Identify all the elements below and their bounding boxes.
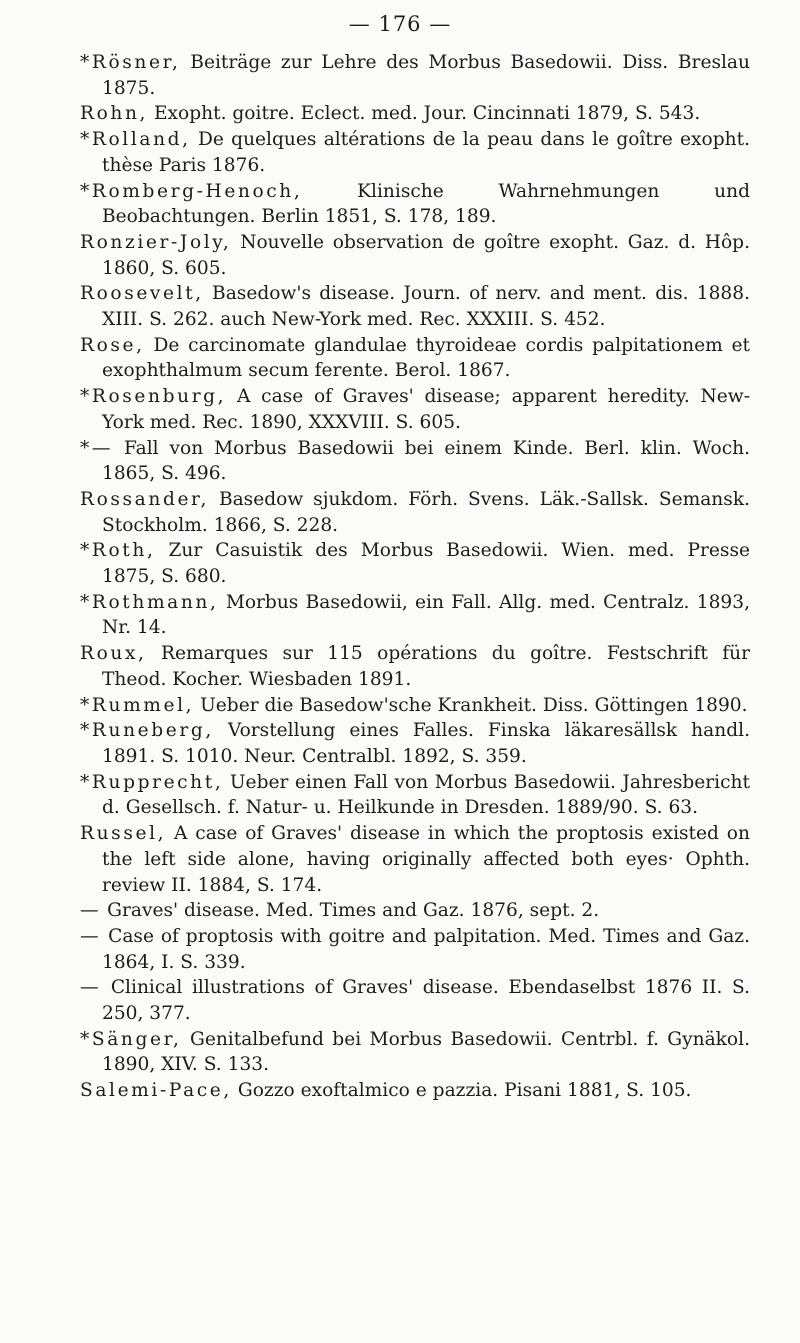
entry-text: Beiträge zur Lehre des Morbus Basedowii. Diss. Breslau 1875. (102, 52, 750, 99)
entry-author: Rose, (80, 334, 145, 356)
bibliography-entry (80, 384, 750, 435)
bibliography-entry (80, 179, 750, 230)
entry-text: Morbus Basedowii, ein Fall. Allg. med. Centralz. 1893, Nr. 14. (102, 591, 750, 639)
bibliography-entry (80, 641, 750, 692)
entry-text: Exopht. goitre. Eclect. med. Jour. Cincinnati 1879, S. 543. (153, 103, 701, 125)
bibliography-entry (80, 975, 750, 1026)
entry-text: De quelques altérations de la peau dans le goître exopht. thèse Paris 1876. (102, 129, 750, 176)
bibliography-entry (80, 1027, 750, 1078)
bibliography-entry (80, 693, 750, 719)
entry-author: Salemi-Pace, (80, 1080, 232, 1102)
entry-text: Clinical illustrations of Graves' disease. Ebendaselbst 1876 II. S. 250, 377. (102, 977, 750, 1025)
entry-author: — (80, 977, 102, 999)
entry-author: *Rösner, (80, 52, 181, 73)
entry-text: Graves' disease. Med. Times and Gaz. 1876, sept. 2. (107, 900, 600, 922)
entry-author: *Romberg-Henoch, (80, 180, 303, 202)
bibliography-entry (80, 230, 750, 281)
entry-author: Ronzier-Joly, (80, 231, 232, 253)
bibliography-entry (80, 718, 750, 769)
bibliography-entry (80, 770, 750, 821)
entry-text: A case of Graves' disease in which the proptosis existed on the left side alone, having originally affected both eyes· Ophth. review II. 1884, S. 174. (102, 823, 750, 896)
entry-text: Nouvelle observation de goître exopht. Gaz. d. Hôp. 1860, S. 605. (102, 231, 750, 279)
entry-author: Roux, (80, 643, 147, 665)
bibliography-entry (80, 281, 750, 332)
entry-text: Ueber einen Fall von Morbus Basedowii. Jahresbericht d. Gesellsch. f. Natur- u. Heilkunde in Dresden. 1889/90. S. 63. (102, 771, 750, 819)
entry-text: A case of Graves' disease; apparent heredity. New-York med. Rec. 1890, XXXVIII. S. 605. (102, 386, 750, 433)
entry-text: De carcinomate glandulae thyroideae cordis palpitationem et exophthalmum secum ferente. Berol. 1867. (102, 334, 750, 382)
entry-author: *Rolland, (80, 129, 191, 151)
entry-author: Russel, (80, 823, 167, 845)
entry-text: Case of proptosis with goitre and palpitation. Med. Times and Gaz. 1864, I. S. 339. (102, 925, 750, 973)
entry-author: *Roth, (80, 540, 156, 562)
entry-author: *Runeberg, (80, 720, 214, 742)
entry-text: Fall von Morbus Basedowii bei einem Kinde. Berl. klin. Woch. 1865, S. 496. (102, 437, 750, 485)
entry-text: Klinische Wahrnehmungen und Beobachtungen. Berlin 1851, S. 178, 189. (102, 180, 750, 228)
entry-author: *Rummel, (80, 694, 195, 716)
entry-text: Gozzo exoftalmico e pazzia. Pisani 1881, S. 105. (237, 1080, 692, 1102)
entry-author: *Sänger, (80, 1028, 182, 1050)
entry-text: Basedow sjukdom. Förh. Svens. Läk.-Sallsk. Semansk. Stockholm. 1866, S. 228. (102, 488, 750, 536)
bibliography-entry (80, 487, 750, 538)
bibliography-list (80, 50, 750, 1104)
entry-author: *Rosenburg, (80, 386, 227, 408)
entry-author: *— (80, 437, 114, 459)
entry-author: — (80, 900, 102, 922)
page-number-header: — 176 — (348, 12, 452, 36)
entry-author: Rossander, (80, 488, 210, 510)
bibliography-entry (80, 924, 750, 975)
entry-author: *Rothmann, (80, 591, 219, 613)
bibliography-entry (80, 821, 750, 898)
bibliography-entry (80, 101, 750, 127)
entry-author: — (80, 925, 102, 947)
bibliography-entry (80, 538, 750, 589)
entry-text: Basedow's disease. Journ. of nerv. and ment. dis. 1888. XIII. S. 262. auch New-York med. Rec. XXXIII. S. 452. (102, 283, 750, 331)
bibliography-entry (80, 1078, 750, 1104)
bibliography-entry (80, 436, 750, 487)
bibliography-entry (80, 898, 750, 924)
bibliography-entry (80, 333, 750, 384)
entry-text: Genitalbefund bei Morbus Basedowii. Centrbl. f. Gynäkol. 1890, XIV. S. 133. (102, 1028, 750, 1076)
entry-text: Remarques sur 115 opérations du goître. Festschrift für Theod. Kocher. Wiesbaden 1891. (102, 643, 750, 690)
entry-text: Vorstellung eines Falles. Finska läkaresällsk handl. 1891. S. 1010. Neur. Centralbl. 1892, S. 359. (102, 720, 750, 767)
bibliography-entry (80, 127, 750, 178)
bibliography-entry (80, 50, 750, 101)
entry-text: Zur Casuistik des Morbus Basedowii. Wien. med. Presse 1875, S. 680. (102, 540, 750, 588)
entry-author: Rohn, (80, 103, 149, 125)
entry-author: Roosevelt, (80, 283, 204, 305)
entry-text: Ueber die Basedow'sche Krankheit. Diss. Göttingen 1890. (200, 694, 748, 716)
bibliography-entry (80, 590, 750, 641)
entry-author: *Rupprecht, (80, 771, 224, 793)
